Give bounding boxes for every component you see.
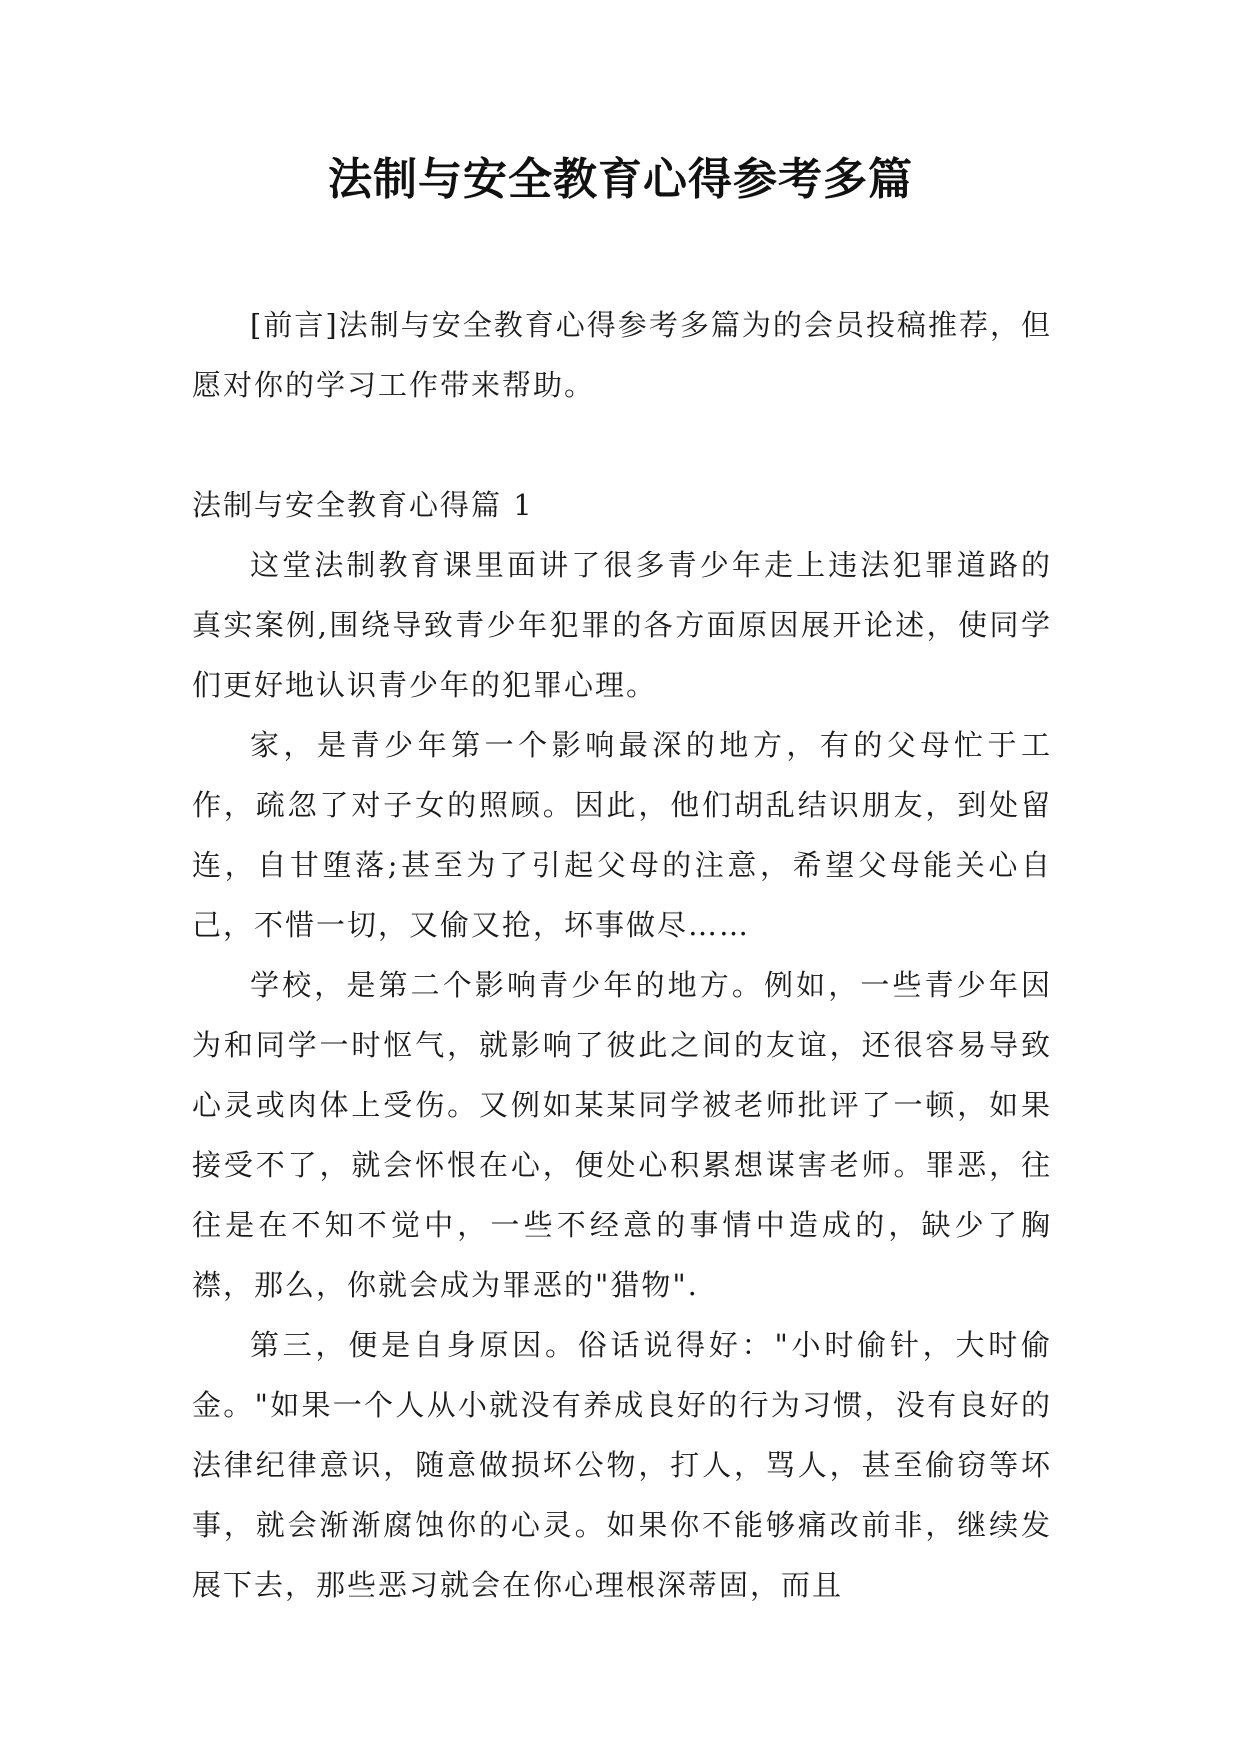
body-paragraph: 第三，便是自身原因。俗话说得好："小时偷针，大时偷金。"如果一个人从小就没有养成良好的行为习惯，没有良好的法律纪律意识，随意做损坏公物，打人，骂人，甚至偷窃等坏事，就会渐渐腐蚀你的心灵。如果你不能够痛改前非，继续发展下去，那些恶习就会在你心理根深蒂固，而且 [192,1328,1052,1602]
document-title: 法制与安全教育心得参考多篇 [328,154,913,205]
body-paragraph: 这堂法制教育课里面讲了很多青少年走上违法犯罪道路的真实案例,围绕导致青少年犯罪的各方面原因展开论述，使同学们更好地认识青少年的犯罪心理。 [192,548,1052,702]
section-heading: 法制与安全教育心得篇 1 [192,488,534,522]
preface-paragraph: [前言]法制与安全教育心得参考多篇为的会员投稿推荐，但愿对你的学习工作带来帮助。 [192,308,1052,402]
body-paragraph: 家，是青少年第一个影响最深的地方，有的父母忙于工作，疏忽了对子女的照顾。因此，他们胡乱结识朋友，到处留连，自甘堕落;甚至为了引起父母的注意，希望父母能关心自己，不惜一切，又偷又抢，坏事做尽…… [192,728,1052,942]
document-body [192,295,1052,1615]
body-paragraph: 学校，是第二个影响青少年的地方。例如，一些青少年因为和同学一时怄气，就影响了彼此之间的友谊，还很容易导致心灵或肉体上受伤。又例如某某同学被老师批评了一顿，如果接受不了，就会怀恨在心，便处心积累想谋害老师。罪恶，往往是在不知不觉中，一些不经意的事情中造成的，缺少了胸襟，那么，你就会成为罪恶的"猎物". [192,968,1052,1302]
